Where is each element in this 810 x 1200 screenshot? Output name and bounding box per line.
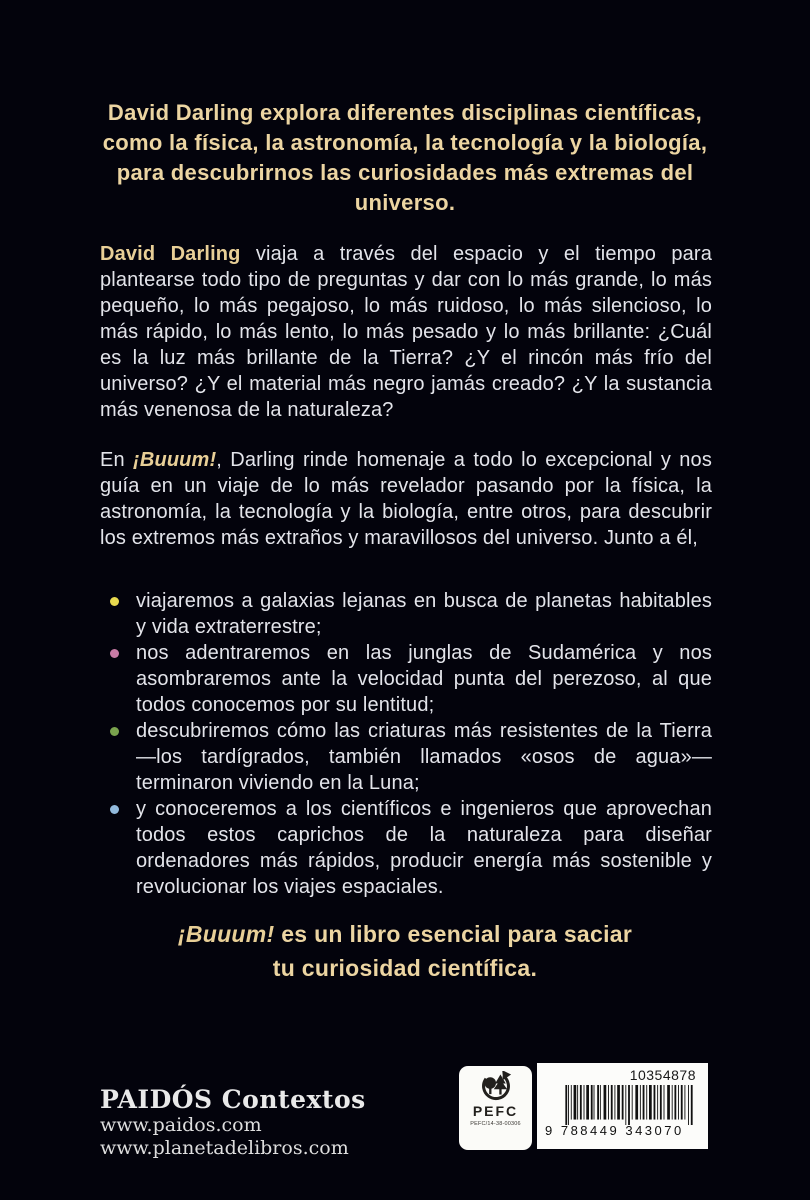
bullet-dot-icon bbox=[110, 805, 119, 814]
bullet-dot-icon bbox=[110, 727, 119, 736]
barcode-top-number: 10354878 bbox=[629, 1067, 696, 1083]
pefc-certification-label bbox=[459, 1066, 532, 1150]
list-item-text: descubriremos cómo las criaturas más resistentes de la Tierra —los tardígrados, también llamados «osos de agua»— terminaron viviendo en la Luna; bbox=[136, 720, 712, 794]
paragraph-book-text: , Darling rinde homenaje a todo lo excepcional y nos guía en un viaje de lo más revelador pasando por la física, la astronomía, la tecnología y la biología, entre otros, para descubrir los extremos más extraños y maravillosos del universo. Junto a él, bbox=[100, 449, 712, 549]
closing-tagline bbox=[170, 917, 640, 985]
publisher-url: www.paidos.com bbox=[100, 1114, 262, 1136]
list-item-text: nos adentraremos en las junglas de Sudamérica y nos asombraremos ante la velocidad punta del perezoso, al que todos conocemos por su lentitud; bbox=[136, 642, 712, 716]
intro-blurb: David Darling explora diferentes disciplinas científicas, como la física, la astronomía, la tecnología y la biología, para descubrirnos las curiosidades más extremas del universo. bbox=[102, 100, 708, 215]
list-item bbox=[100, 796, 712, 900]
pefc-trees-icon bbox=[474, 1071, 518, 1103]
bullet-dot-icon bbox=[110, 649, 119, 658]
highlights-list bbox=[100, 588, 712, 900]
closing-tagline-text: es un libro esencial para saciar tu curiosidad científica. bbox=[272, 921, 633, 981]
publisher-url: www.planetadelibros.com bbox=[100, 1137, 349, 1159]
publisher-imprint: PAIDÓS Contextos bbox=[100, 1085, 366, 1114]
paragraph-book bbox=[100, 447, 712, 551]
paragraph-author-text: viaja a través del espacio y el tiempo para plantearse todo tipo de preguntas y dar con lo más grande, lo más pequeño, lo más pegajoso, lo más ruidoso, lo más silencioso, lo más rápido, lo más lento, lo más pesado y lo más brillante: ¿Cuál es la luz más brillante de la Tierra? ¿Y el rincón más frío del universo? ¿Y el material más negro jamás creado? ¿Y la sustancia más venenosa de la naturaleza? bbox=[100, 243, 712, 421]
book-title: ¡Buuum! bbox=[177, 921, 275, 947]
list-item-text: y conoceremos a los científicos e ingenieros que aprovechan todos estos caprichos de la naturaleza para diseñar ordenadores más rápidos, producir energía más sostenible y revolucionar los viajes espaciales. bbox=[136, 798, 712, 898]
list-item bbox=[100, 718, 712, 796]
book-title: ¡Buuum! bbox=[133, 449, 217, 471]
list-item bbox=[100, 640, 712, 718]
bullet-dot-icon bbox=[110, 597, 119, 606]
list-item-text: viajaremos a galaxias lejanas en busca de planetas habitables y vida extraterrestre; bbox=[136, 590, 712, 638]
publisher-block bbox=[100, 1085, 366, 1160]
paragraph-author bbox=[100, 241, 712, 423]
author-name: David Darling bbox=[100, 243, 241, 265]
ean-barcode bbox=[559, 1085, 699, 1125]
list-item bbox=[100, 588, 712, 640]
paragraph-book-pre: En bbox=[100, 449, 134, 471]
pefc-label: PEFC bbox=[472, 1103, 519, 1119]
pefc-cert-number: PEFC/14-38-00306 bbox=[470, 1121, 521, 1127]
barcode-label bbox=[537, 1063, 708, 1149]
barcode-isbn-digits: 9 788449 343070 bbox=[545, 1123, 684, 1138]
